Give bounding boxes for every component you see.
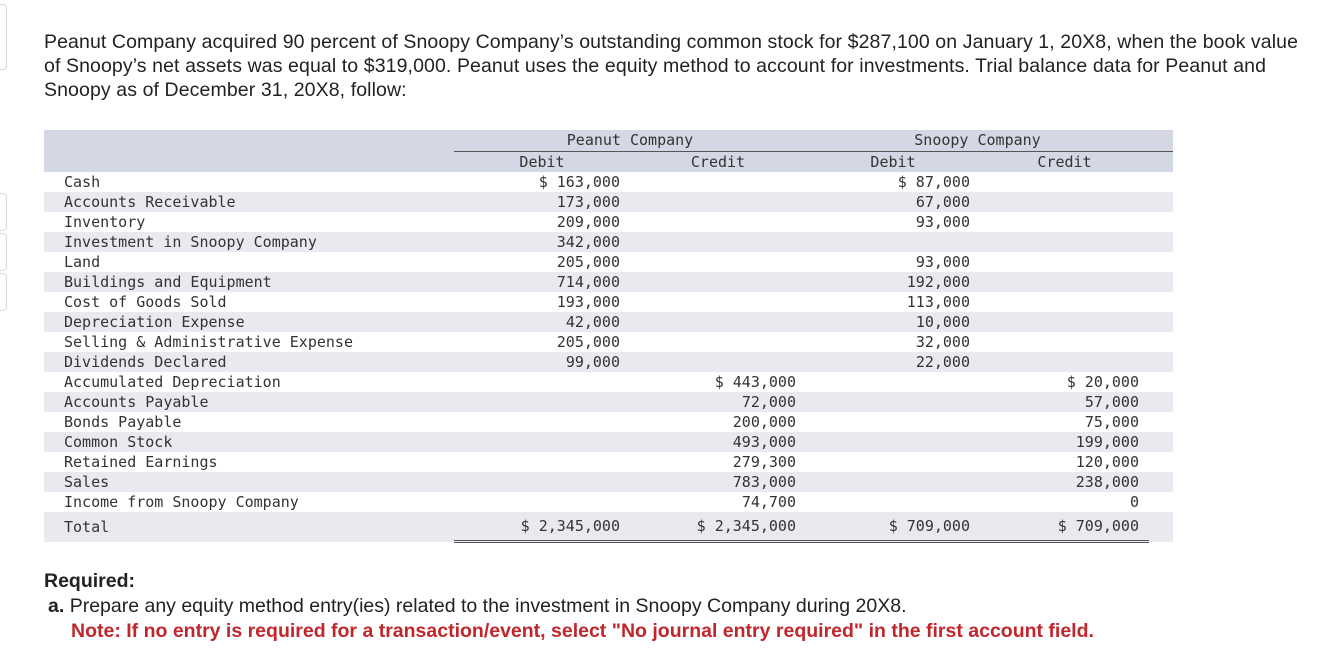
side-tab[interactable] bbox=[0, 273, 7, 311]
row-label: Dividends Declared bbox=[44, 352, 454, 372]
peanut-debit-cell bbox=[454, 472, 630, 492]
snoopy-debit-cell: 93,000 bbox=[915, 213, 970, 231]
peanut-debit-cell: $ 163,000 bbox=[538, 173, 620, 191]
peanut-debit-cell bbox=[454, 492, 630, 512]
snoopy-debit-cell: 93,000 bbox=[915, 253, 970, 271]
header-blank bbox=[44, 130, 454, 152]
snoopy-credit-cell: $ 20,000 bbox=[1066, 373, 1139, 391]
peanut-credit-cell bbox=[630, 192, 806, 212]
snoopy-credit-cell: 75,000 bbox=[1084, 413, 1139, 431]
subheader-peanut-debit: Debit bbox=[454, 152, 630, 173]
snoopy-credit-cell bbox=[980, 292, 1149, 312]
peanut-debit-cell: 205,000 bbox=[556, 333, 620, 351]
required-heading: Required: bbox=[44, 570, 136, 592]
peanut-debit-cell bbox=[454, 412, 630, 432]
row-label: Retained Earnings bbox=[64, 453, 218, 471]
snoopy-debit-cell: 32,000 bbox=[915, 333, 970, 351]
total-label: Total bbox=[44, 512, 454, 542]
snoopy-debit-cell bbox=[806, 492, 980, 512]
peanut-credit-cell: 783,000 bbox=[630, 472, 806, 492]
snoopy-debit-cell: 10,000 bbox=[806, 312, 980, 332]
row-label: Inventory bbox=[64, 213, 146, 231]
table-row bbox=[44, 272, 1173, 292]
peanut-debit-cell: 205,000 bbox=[556, 253, 620, 271]
table-row bbox=[44, 312, 1173, 332]
table-row bbox=[44, 172, 1173, 192]
row-label: Investment in Snoopy Company bbox=[44, 232, 454, 252]
peanut-credit-cell bbox=[630, 212, 806, 232]
snoopy-credit-cell bbox=[980, 312, 1149, 332]
part-a-prefix: a. bbox=[48, 595, 65, 617]
peanut-credit-cell bbox=[630, 352, 806, 372]
snoopy-credit-cell bbox=[980, 352, 1149, 372]
snoopy-debit-cell bbox=[806, 452, 980, 472]
peanut-credit-cell: 72,000 bbox=[630, 392, 806, 412]
peanut-debit-cell: 99,000 bbox=[454, 352, 630, 372]
peanut-debit-cell bbox=[454, 432, 630, 452]
row-label: Depreciation Expense bbox=[44, 312, 454, 332]
snoopy-debit-cell bbox=[806, 432, 980, 452]
peanut-debit-cell bbox=[454, 372, 630, 392]
snoopy-credit-cell bbox=[980, 232, 1149, 252]
snoopy-credit-cell: 120,000 bbox=[1075, 453, 1139, 471]
row-label: Selling & Administrative Expense bbox=[64, 333, 353, 351]
peanut-debit-cell: 714,000 bbox=[454, 272, 630, 292]
snoopy-debit-cell bbox=[806, 372, 980, 392]
snoopy-debit-cell bbox=[806, 392, 980, 412]
peanut-credit-cell: 74,700 bbox=[741, 493, 796, 511]
snoopy-credit-cell: 0 bbox=[1129, 493, 1139, 511]
row-label: Cash bbox=[64, 173, 101, 191]
peanut-credit-cell bbox=[630, 312, 806, 332]
table-row bbox=[44, 292, 1173, 312]
snoopy-credit-cell bbox=[980, 172, 1149, 192]
row-label: Accounts Payable bbox=[44, 392, 454, 412]
total-snoopy-debit: $ 709,000 bbox=[806, 512, 980, 542]
row-label: Common Stock bbox=[44, 432, 454, 452]
snoopy-debit-cell bbox=[806, 472, 980, 492]
subheader-snoopy-debit: Debit bbox=[806, 152, 980, 173]
snoopy-credit-cell bbox=[980, 192, 1149, 212]
table-row bbox=[44, 332, 1173, 352]
table-row bbox=[44, 352, 1173, 372]
snoopy-debit-cell: 67,000 bbox=[806, 192, 980, 212]
row-label: Buildings and Equipment bbox=[44, 272, 454, 292]
side-tab[interactable] bbox=[0, 193, 7, 231]
peanut-debit-cell: 42,000 bbox=[454, 312, 630, 332]
snoopy-debit-cell: $ 87,000 bbox=[897, 173, 970, 191]
row-label: Sales bbox=[44, 472, 454, 492]
row-label: Bonds Payable bbox=[64, 413, 182, 431]
table-row bbox=[44, 232, 1173, 252]
side-tab[interactable] bbox=[0, 4, 7, 70]
table-row bbox=[44, 472, 1173, 492]
peanut-debit-cell: 193,000 bbox=[556, 293, 620, 311]
snoopy-debit-cell: 22,000 bbox=[806, 352, 980, 372]
snoopy-debit-cell: 113,000 bbox=[906, 293, 970, 311]
row-label: Accounts Receivable bbox=[44, 192, 454, 212]
instruction-note: Note: If no entry is required for a transaction/event, select "No journal entry required" in the first account field. bbox=[71, 620, 1094, 642]
snoopy-credit-cell bbox=[980, 212, 1149, 232]
peanut-debit-cell: 342,000 bbox=[454, 232, 630, 252]
peanut-credit-cell: 200,000 bbox=[732, 413, 796, 431]
problem-intro: Peanut Company acquired 90 percent of Snoopy Company’s outstanding common stock for $287,100 on January 1, 20X8, when the book value of Snoopy’s net assets was equal to $319,000. Peanut uses the equity method to account for investments. Trial balance data for Peanut and Snoopy as of December 31, 20X8, follow: bbox=[44, 31, 1299, 101]
table-row bbox=[44, 192, 1173, 212]
part-a-instruction bbox=[48, 594, 907, 618]
group-header-peanut: Peanut Company bbox=[454, 130, 806, 152]
side-tab[interactable] bbox=[0, 233, 7, 271]
snoopy-credit-cell: 238,000 bbox=[980, 472, 1149, 492]
part-a-text: Prepare any equity method entry(ies) related to the investment in Snoopy Company during 20X8. bbox=[69, 595, 907, 617]
subheader-snoopy-credit: Credit bbox=[980, 152, 1149, 173]
peanut-credit-cell bbox=[630, 332, 806, 352]
peanut-credit-cell bbox=[630, 272, 806, 292]
total-peanut-credit: $ 2,345,000 bbox=[630, 512, 806, 542]
peanut-debit-cell bbox=[454, 452, 630, 472]
snoopy-credit-cell: 199,000 bbox=[980, 432, 1149, 452]
peanut-credit-cell bbox=[630, 232, 806, 252]
snoopy-credit-cell bbox=[980, 332, 1149, 352]
total-row bbox=[44, 512, 1173, 542]
row-label: Income from Snoopy Company bbox=[64, 493, 299, 511]
total-snoopy-credit: $ 709,000 bbox=[980, 512, 1149, 542]
table-row bbox=[44, 492, 1173, 512]
row-label: Cost of Goods Sold bbox=[64, 293, 227, 311]
peanut-credit-cell bbox=[630, 292, 806, 312]
peanut-credit-cell: $ 443,000 bbox=[714, 373, 796, 391]
trial-balance-table bbox=[44, 130, 1173, 543]
snoopy-credit-cell: 57,000 bbox=[980, 392, 1149, 412]
snoopy-credit-cell bbox=[980, 272, 1149, 292]
row-label: Land bbox=[64, 253, 101, 271]
table-row bbox=[44, 392, 1173, 412]
group-header-snoopy: Snoopy Company bbox=[806, 130, 1149, 152]
peanut-debit-cell: 209,000 bbox=[556, 213, 620, 231]
peanut-credit-cell: 279,300 bbox=[732, 453, 796, 471]
snoopy-debit-cell bbox=[806, 232, 980, 252]
peanut-credit-cell bbox=[630, 252, 806, 272]
total-peanut-debit: $ 2,345,000 bbox=[454, 512, 630, 542]
table-row bbox=[44, 212, 1173, 232]
row-label: Accumulated Depreciation bbox=[64, 373, 281, 391]
table-row bbox=[44, 252, 1173, 272]
snoopy-debit-cell bbox=[806, 412, 980, 432]
table-row bbox=[44, 432, 1173, 452]
subheader-peanut-credit: Credit bbox=[630, 152, 806, 173]
peanut-debit-cell bbox=[454, 392, 630, 412]
peanut-credit-cell: 493,000 bbox=[630, 432, 806, 452]
snoopy-debit-cell: 192,000 bbox=[806, 272, 980, 292]
peanut-credit-cell bbox=[630, 172, 806, 192]
table-row bbox=[44, 372, 1173, 392]
snoopy-credit-cell bbox=[980, 252, 1149, 272]
table-row bbox=[44, 452, 1173, 472]
peanut-debit-cell: 173,000 bbox=[454, 192, 630, 212]
table-row bbox=[44, 412, 1173, 432]
